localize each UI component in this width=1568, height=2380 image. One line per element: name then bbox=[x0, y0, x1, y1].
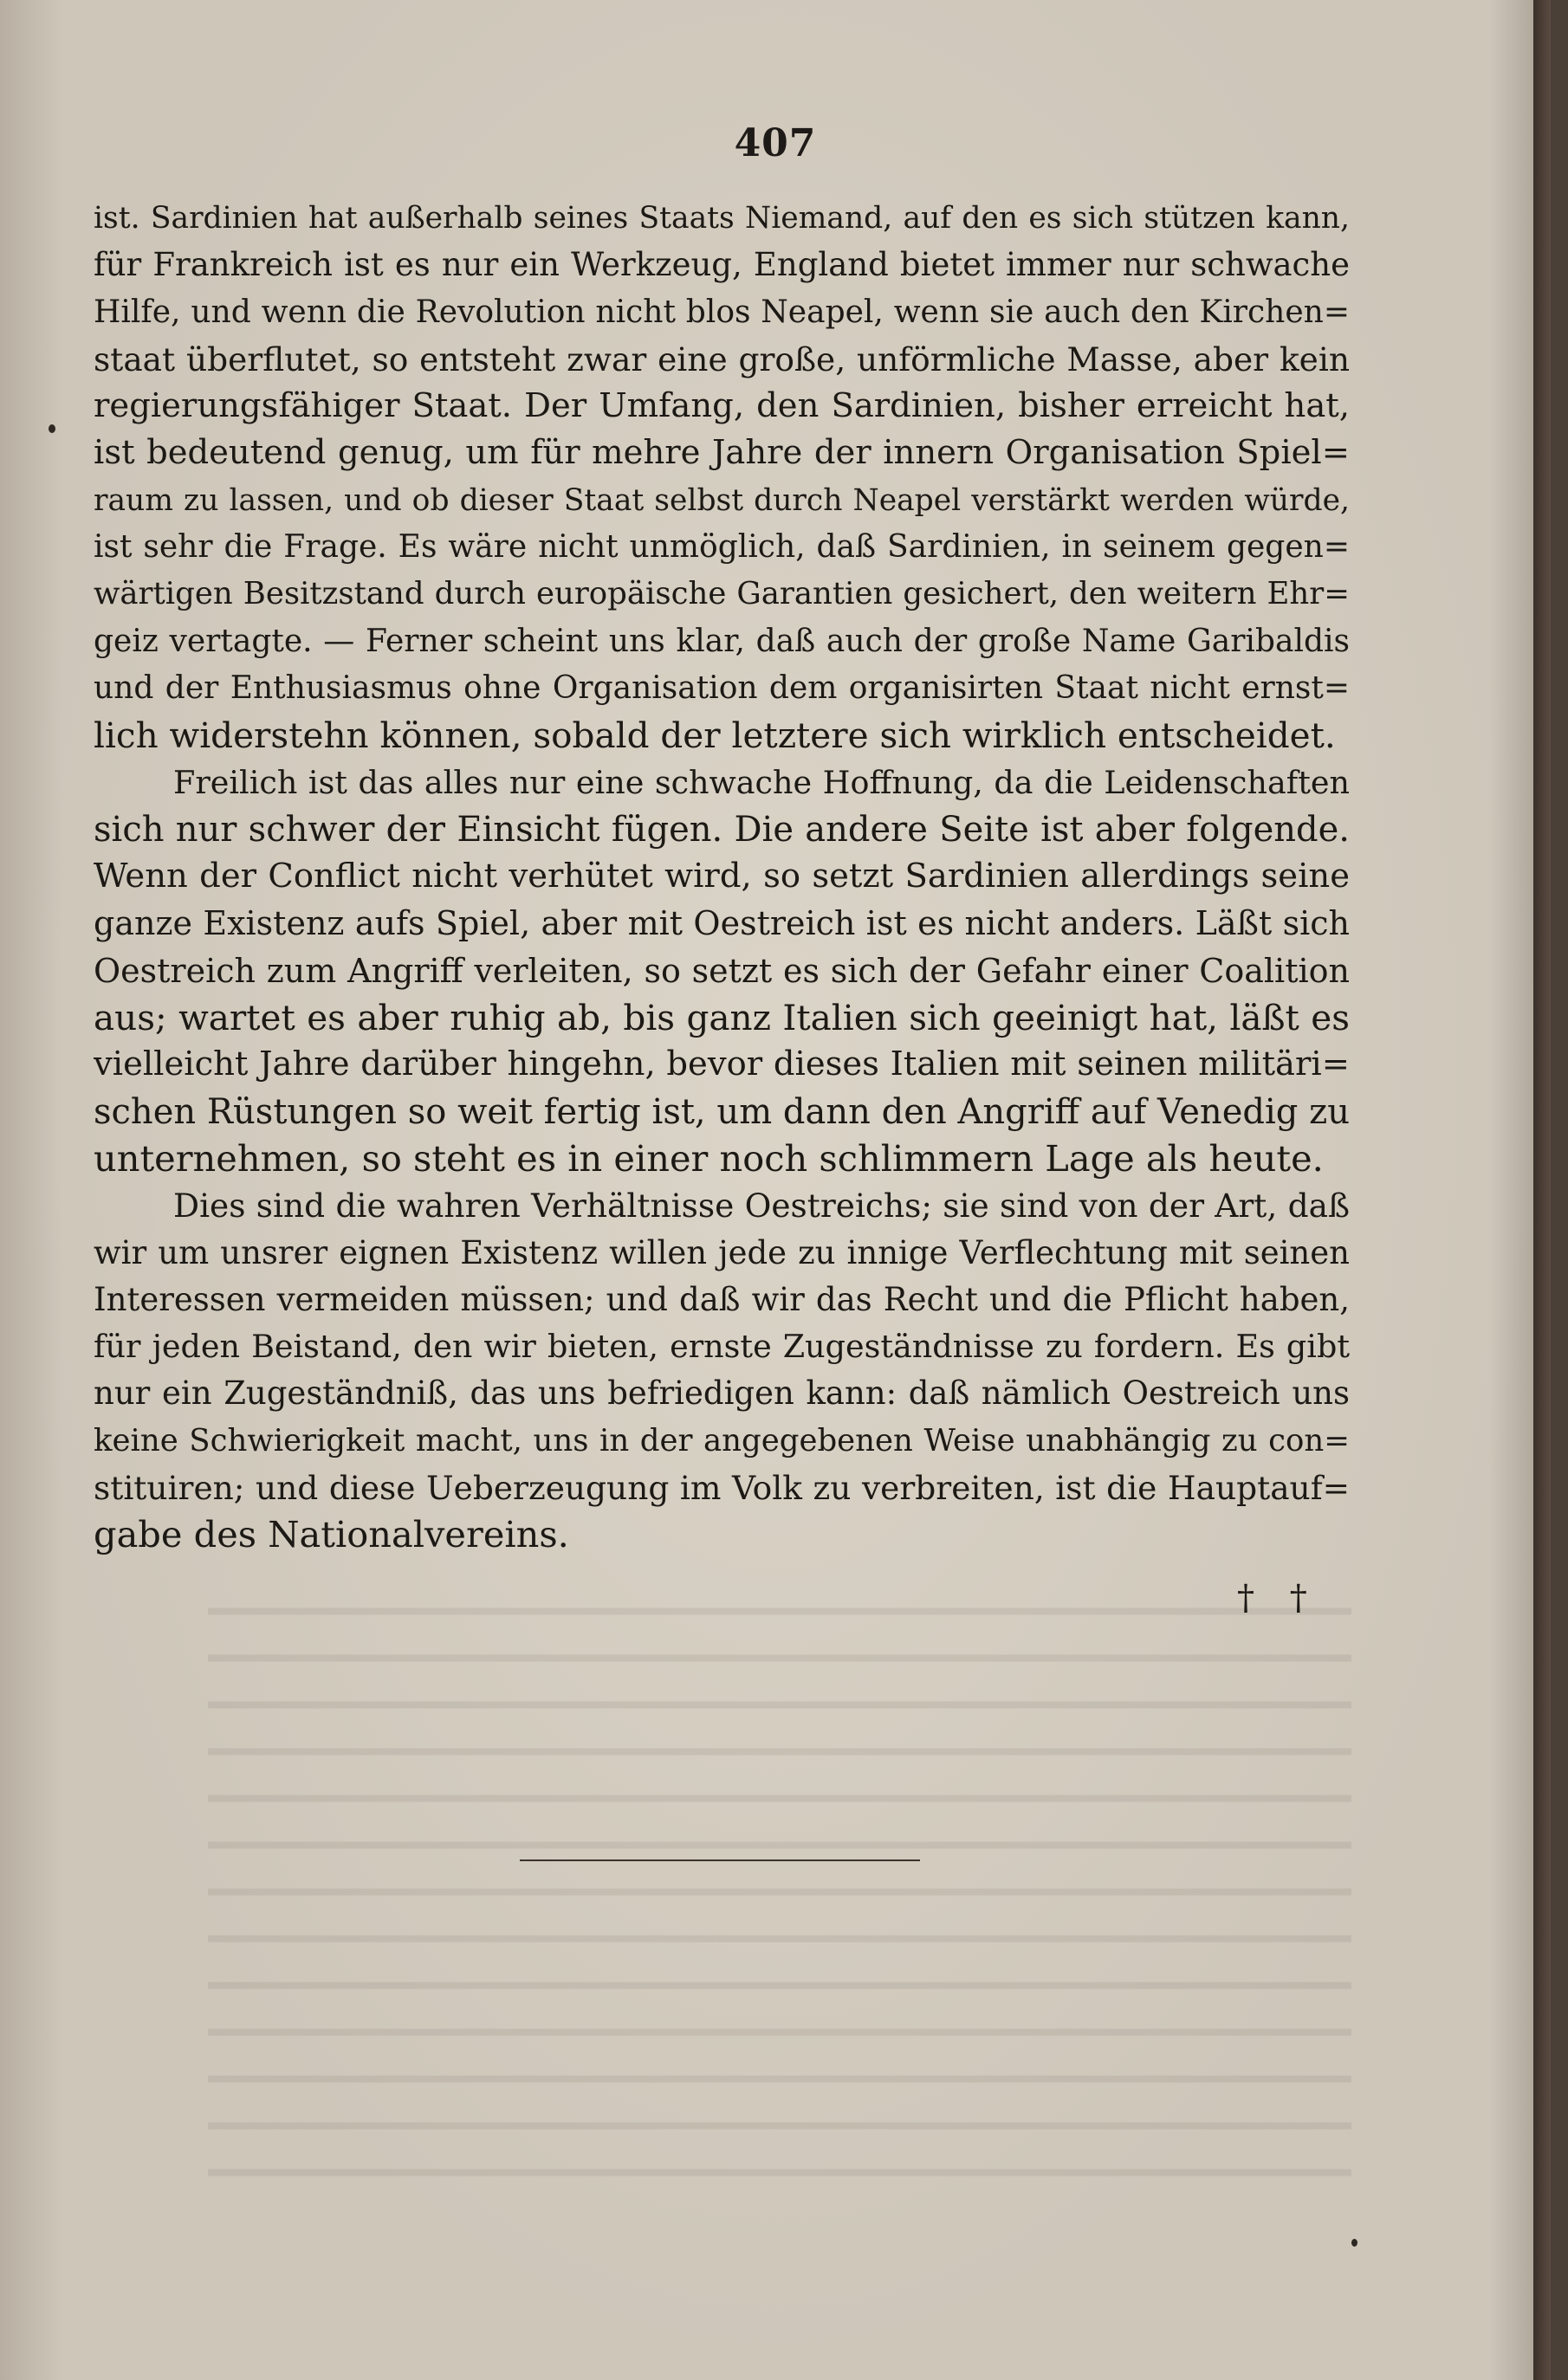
body-text bbox=[94, 195, 1350, 1559]
text-line: schen Rüstungen so weit fertig ist, um dann den Angriff auf Venedig zu bbox=[94, 1091, 1350, 1132]
paper-speck bbox=[1351, 2239, 1357, 2247]
text-line: für jeden Beistand, den wir bieten, ernste Zugeständnisse zu fordern. Es gibt bbox=[94, 1328, 1350, 1366]
text-line: keine Schwierigkeit macht, uns in der angegebenen Weise unabhängig zu con= bbox=[94, 1422, 1350, 1458]
text-line: Freilich ist das alles nur eine schwache Hoffnung, da die Leidenschaften bbox=[173, 763, 1350, 801]
text-line: aus; wartet es aber ruhig ab, bis ganz Italien sich geeinigt hat, läßt es bbox=[94, 997, 1350, 1039]
text-line: nur ein Zugeständniß, das uns befriedigen kann: daß nämlich Oestreich uns bbox=[94, 1374, 1350, 1413]
text-line: raum zu lassen, und ob dieser Staat selbst durch Neapel verstärkt werden würde, bbox=[94, 482, 1350, 518]
paragraph-2 bbox=[94, 760, 1350, 1183]
text-line: wir um unsrer eignen Existenz willen jede zu innige Verflechtung mit seinen bbox=[94, 1233, 1350, 1271]
text-line: staat überflutet, so entsteht zwar eine große, unförmliche Masse, aber kein bbox=[94, 340, 1350, 378]
text-line: Interessen vermeiden müssen; und daß wir das Recht und die Pflicht haben, bbox=[94, 1280, 1350, 1318]
text-line: ist. Sardinien hat außerhalb seines Staats Niemand, auf den es sich stützen kann, bbox=[94, 201, 1350, 236]
text-line: gabe des Nationalvereins. bbox=[94, 1513, 569, 1556]
text-line: regierungsfähiger Staat. Der Umfang, den Sardinien, bisher erreicht hat, bbox=[94, 386, 1350, 426]
text-line: ist bedeutend genug, um für mehre Jahre der innern Organisation Spiel= bbox=[94, 433, 1350, 473]
show-through-texture bbox=[208, 1585, 1351, 2191]
text-line: stituiren; und diese Ueberzeugung im Volk zu verbreiten, ist die Hauptauf= bbox=[94, 1469, 1350, 1508]
text-line: unternehmen, so steht es in einer noch schlimmern Lage als heute. bbox=[94, 1136, 1324, 1180]
page-edge bbox=[1533, 0, 1551, 2380]
text-line: ganze Existenz aufs Spiel, aber mit Oestreich ist es nicht anders. Läßt sich bbox=[94, 904, 1350, 943]
page-number: 407 bbox=[734, 121, 817, 165]
section-rule bbox=[520, 1859, 920, 1861]
text-line: vielleicht Jahre darüber hingehn, bevor dieses Italien mit seinen militäri= bbox=[94, 1044, 1350, 1084]
text-line: Wenn der Conflict nicht verhütet wird, so setzt Sardinien allerdings seine bbox=[94, 857, 1350, 896]
text-line: Dies sind die wahren Verhältnisse Oestreichs; sie sind von der Art, daß bbox=[173, 1187, 1350, 1226]
text-line: geiz vertagte. — Ferner scheint uns klar, daß auch der große Name Garibaldis bbox=[94, 623, 1350, 659]
text-line: sich nur schwer der Einsicht fügen. Die andere Seite ist aber folgende. bbox=[94, 809, 1350, 850]
text-line: Hilfe, und wenn die Revolution nicht blos Neapel, wenn sie auch den Kirchen= bbox=[94, 294, 1350, 330]
text-line: und der Enthusiasmus ohne Organisation dem organisirten Staat nicht ernst= bbox=[94, 669, 1350, 706]
text-line: ist sehr die Frage. Es wäre nicht unmöglich, daß Sardinien, in seinem gegen= bbox=[94, 529, 1350, 566]
paragraph-1 bbox=[94, 195, 1350, 760]
paragraph-3 bbox=[94, 1182, 1350, 1558]
signature-crosses: † † bbox=[1237, 1578, 1319, 1618]
text-line: wärtigen Besitzstand durch europäische Garantien gesichert, den weitern Ehr= bbox=[94, 576, 1350, 612]
text-line: Oestreich zum Angriff verleiten, so setzt es sich der Gefahr einer Coalition bbox=[94, 951, 1350, 990]
text-line: lich widerstehn können, sobald der letztere sich wirklich entscheidet. bbox=[94, 715, 1336, 757]
text-line: für Frankreich ist es nur ein Werkzeug, England bietet immer nur schwache bbox=[94, 246, 1350, 284]
paper-speck bbox=[49, 424, 55, 433]
